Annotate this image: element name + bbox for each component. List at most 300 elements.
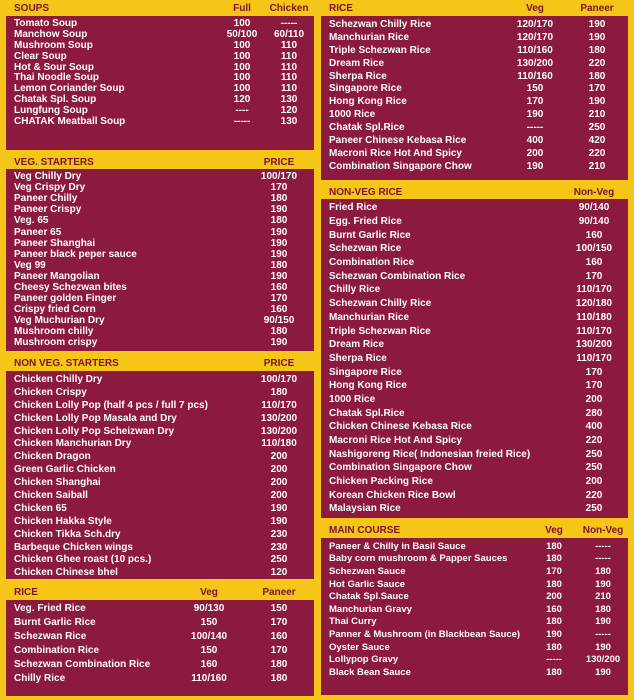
item-price: 170 (588, 83, 606, 95)
menu-item (321, 540, 628, 553)
item-name: Tomato Soup (14, 17, 78, 29)
menu-item (6, 450, 314, 463)
menu-item (6, 116, 314, 127)
item-name: Paneer Chinese Kebasa Rice (329, 134, 467, 146)
item-price: 110 (280, 39, 298, 51)
left-column (6, 0, 314, 700)
menu-item (6, 658, 314, 672)
item-name: Chicken Chilly Dry (14, 373, 103, 385)
menu-item (6, 515, 314, 528)
menu-item (6, 489, 314, 502)
item-price: 110/170 (576, 325, 612, 337)
item-price: 180 (546, 578, 562, 590)
item-name: Hong Kong Rice (329, 380, 407, 392)
menu-item (321, 365, 628, 379)
column-header: PRICE (263, 156, 295, 168)
item-price: 190 (270, 204, 288, 216)
non-veg-starters-items (6, 371, 314, 581)
item-name: Nashigoreng Rice( Indonesian freied Rice) (329, 448, 531, 460)
item-name: Schezwan Sauce (329, 565, 406, 577)
item-name: Chicken Packing Rice (329, 476, 433, 488)
menu-item (6, 62, 314, 73)
item-price: 200 (270, 464, 288, 476)
item-name: Veg Crispy Dry (14, 182, 86, 194)
item-name: Chicken Tikka Sch.dry (14, 528, 121, 540)
item-price: 210 (595, 591, 611, 603)
item-price: 150 (200, 645, 218, 657)
item-price: 60/110 (273, 28, 305, 40)
item-name: Lemon Coriander Soup (14, 83, 125, 95)
item-price: 110/160 (517, 44, 553, 56)
menu-item (6, 204, 314, 215)
menu-item (321, 393, 628, 407)
column-header: Veg (545, 525, 563, 536)
item-name: Paneer black peper sauce (14, 248, 137, 260)
item-name: Chicken Ghee roast (10 pcs.) (14, 554, 152, 566)
menu-item (321, 283, 628, 297)
item-price: 200 (546, 591, 562, 603)
menu-item (6, 105, 314, 116)
item-price: 190 (270, 237, 288, 249)
item-price: 190 (588, 31, 606, 43)
item-price: 190 (526, 109, 544, 121)
item-price: 180 (270, 659, 288, 670)
veg-starters-section (6, 155, 314, 351)
item-name: Manchurian Rice (329, 311, 410, 323)
rice-left-header (6, 584, 314, 600)
menu-item (6, 193, 314, 204)
item-name: Paneer Shanghai (14, 237, 96, 249)
item-price: 130/200 (260, 412, 298, 424)
menu-item (6, 226, 314, 237)
item-price: 200 (585, 393, 603, 405)
menu-item (321, 18, 628, 31)
column-header: Full (233, 2, 251, 14)
item-price: 250 (585, 448, 603, 460)
item-name: Combination Rice (14, 645, 100, 657)
item-price: 120 (233, 94, 251, 106)
item-price: 120 (270, 567, 288, 579)
menu-item (321, 134, 628, 147)
item-price: 130/200 (516, 57, 554, 69)
item-price: 220 (585, 489, 603, 501)
menu-item (6, 315, 314, 326)
item-price: 230 (270, 541, 288, 553)
item-name: Triple Schezwan Rice (329, 325, 431, 337)
item-name: 1000 Rice (329, 109, 376, 121)
item-price: 200 (270, 451, 288, 463)
item-name: Schezwan Rice (14, 631, 87, 643)
item-price: 190 (526, 160, 544, 172)
item-name: Hot & Sour Soup (14, 61, 94, 73)
item-name: Paneer Crispy (14, 204, 82, 216)
item-name: Paneer Mangolian (14, 270, 100, 282)
item-price: 190 (546, 628, 562, 640)
item-price: 190 (595, 578, 611, 590)
item-name: Combination Singapore Chow (329, 160, 472, 172)
item-price: 180 (546, 666, 562, 678)
item-name: 1000 Rice (329, 393, 376, 405)
section-title: MAIN COURSE (329, 525, 401, 536)
menu-item (321, 108, 628, 121)
item-price: 220 (588, 147, 606, 159)
main-course-items (321, 538, 628, 681)
menu-item (6, 326, 314, 337)
item-name: Green Garlic Chicken (14, 464, 116, 476)
item-price: 100/170 (260, 171, 298, 183)
item-price: 180 (270, 259, 288, 271)
menu-item (321, 215, 628, 229)
veg-starters-header (6, 155, 314, 169)
item-price: 150 (270, 603, 288, 615)
item-price: 180 (546, 553, 562, 565)
menu-item (6, 644, 314, 658)
main-course-header (321, 523, 628, 538)
non-veg-rice-items (321, 199, 628, 518)
item-price: 110 (280, 50, 298, 62)
menu-item (321, 666, 628, 679)
item-name: Sherpa Rice (329, 352, 387, 364)
non-veg-starters-section (6, 356, 314, 579)
item-price: 110/170 (576, 284, 612, 296)
menu-item (6, 293, 314, 304)
item-price: 180 (595, 565, 611, 577)
item-price: 100/150 (575, 243, 613, 255)
menu-item (6, 553, 314, 566)
item-price: 190 (588, 96, 606, 108)
item-name: Chatak Spl.Rice (329, 122, 405, 134)
item-price: 190 (270, 502, 288, 514)
menu-item (6, 18, 314, 29)
item-price: 130/200 (575, 339, 613, 351)
item-name: Manchurian Gravy (329, 603, 412, 615)
item-price: 100 (233, 39, 251, 51)
item-price: 190 (595, 666, 611, 678)
item-name: Lungfung Soup (14, 105, 88, 117)
item-price: 160 (270, 281, 288, 293)
item-name: Chilly Rice (329, 284, 381, 296)
item-price: 180 (546, 616, 562, 628)
item-name: Chicken Lolly Pop (half 4 pcs / full 7 pcs) (14, 399, 208, 411)
item-price: 190 (270, 270, 288, 282)
item-price: 180 (270, 193, 288, 205)
menu-item (6, 260, 314, 271)
item-price: 160 (270, 304, 288, 316)
item-price: 280 (585, 407, 603, 419)
item-price: 160 (200, 659, 218, 670)
column-header: Paneer (580, 2, 614, 14)
menu-item (6, 386, 314, 399)
menu-item (321, 44, 628, 57)
item-name: Panner & Mushroom (in Blackbean Sauce) (329, 628, 521, 640)
menu-item (6, 215, 314, 226)
menu-item (321, 420, 628, 434)
item-price: 160 (546, 603, 562, 615)
item-name: Veg 99 (14, 259, 46, 271)
menu-item (6, 282, 314, 293)
item-price: ----- (526, 122, 544, 134)
item-price: 120 (280, 105, 298, 117)
item-price: 130 (280, 94, 298, 106)
item-price: 190 (270, 226, 288, 238)
item-name: Paneer 65 (14, 226, 62, 238)
menu-item (321, 242, 628, 256)
column-header: Non-Veg (573, 186, 615, 198)
item-price: 400 (526, 134, 544, 146)
item-name: Paneer & Chilly in Basil Sauce (329, 540, 466, 552)
item-price: 190 (270, 337, 288, 349)
item-price: 110 (280, 72, 298, 84)
item-price: 150 (526, 83, 544, 95)
item-name: Singapore Rice (329, 83, 402, 95)
menu-item (6, 502, 314, 515)
item-price: 190 (595, 616, 611, 628)
item-price: 170 (585, 380, 603, 392)
menu-item (6, 616, 314, 630)
menu-item (321, 628, 628, 641)
menu-item (6, 51, 314, 62)
item-name: Veg. 65 (14, 215, 49, 227)
item-price: 110/160 (517, 70, 553, 82)
rice-right-header (321, 0, 628, 16)
menu-item (321, 434, 628, 448)
item-price: 50/100 (226, 28, 258, 40)
menu-item (6, 337, 314, 348)
rice-left-items (6, 600, 314, 687)
menu-item (321, 352, 628, 366)
section-title: VEG. STARTERS (14, 156, 94, 168)
item-price: 100 (233, 50, 251, 62)
menu-item (6, 29, 314, 40)
item-price: 400 (585, 421, 603, 433)
item-name: Chicken Manchurian Dry (14, 438, 132, 450)
column-header: Non-Veg (582, 525, 624, 536)
menu-item (6, 182, 314, 193)
item-price: 100 (233, 83, 251, 95)
menu-item (6, 602, 314, 616)
item-name: Combination Singapore Chow (329, 462, 472, 474)
menu-item (321, 57, 628, 70)
menu-item (321, 338, 628, 352)
menu-item (321, 297, 628, 311)
item-name: Schezwan Combination Rice (14, 659, 151, 670)
item-price: 100/140 (190, 631, 228, 643)
item-price: 90/130 (193, 603, 225, 615)
menu-item (321, 269, 628, 283)
section-title: RICE (14, 586, 38, 598)
item-name: Mushroom chilly (14, 326, 94, 338)
item-price: ---- (235, 105, 249, 117)
item-price: 130 (280, 115, 298, 127)
item-price: 120/170 (516, 31, 554, 43)
menu-item (6, 412, 314, 425)
item-name: Schezwan Chilly Rice (329, 298, 432, 310)
menu-item (321, 256, 628, 270)
item-price: 170 (585, 366, 603, 378)
item-price: 180 (270, 672, 288, 684)
item-price: 110/180 (576, 311, 612, 323)
menu-item (321, 488, 628, 502)
item-price: 160 (585, 229, 603, 241)
item-name: Manchow Soup (14, 28, 88, 40)
section-title: SOUPS (14, 2, 50, 14)
item-price: 200 (585, 476, 603, 488)
menu-item (6, 671, 314, 685)
item-price: 100/170 (260, 373, 298, 385)
item-price: 220 (588, 57, 606, 69)
item-name: Clear Soup (14, 50, 67, 62)
section-title: RICE (329, 2, 353, 14)
item-price: 180 (270, 215, 288, 227)
item-price: 170 (270, 293, 288, 305)
item-price: 170 (526, 96, 544, 108)
menu-item (321, 653, 628, 666)
menu-item (321, 324, 628, 338)
item-name: CHATAK Meatball Soup (14, 115, 126, 127)
menu-item (6, 304, 314, 315)
menu-item (321, 461, 628, 475)
menu-item (321, 31, 628, 44)
section-title: NON VEG. STARTERS (14, 358, 119, 369)
item-name: Hot Garlic Sauce (329, 578, 406, 590)
item-name: Paneer Chilly (14, 193, 78, 205)
item-price: 210 (588, 109, 606, 121)
item-price: ----- (280, 17, 298, 29)
item-price: 120/180 (575, 298, 613, 310)
menu-item (321, 475, 628, 489)
item-price: 160 (270, 631, 288, 643)
menu-item (6, 171, 314, 182)
item-price: 110 (280, 61, 298, 73)
item-price: 250 (588, 122, 606, 134)
item-price: 130/200 (585, 654, 621, 666)
column-header: Veg (200, 586, 218, 598)
item-price: 180 (595, 603, 611, 615)
menu-item (6, 463, 314, 476)
rice-right-section (321, 0, 628, 180)
menu-item (6, 271, 314, 282)
item-name: Veg Chilly Dry (14, 171, 82, 183)
non-veg-rice-header (321, 185, 628, 199)
item-name: Veg Muchurian Dry (14, 315, 105, 327)
item-name: Hong Kong Rice (329, 96, 407, 108)
menu-item (6, 83, 314, 94)
item-price: 100 (233, 72, 251, 84)
item-price: 110/180 (261, 438, 297, 450)
menu-item (6, 528, 314, 541)
item-name: Korean Chicken Rice Bowl (329, 489, 456, 501)
item-price: 170 (270, 182, 288, 194)
item-name: Baby corn mushroom & Papper Sauces (329, 553, 508, 565)
non-veg-rice-section (321, 185, 628, 518)
rice-right-items (321, 16, 628, 175)
item-name: Veg. Fried Rice (14, 603, 86, 615)
item-price: 200 (270, 477, 288, 489)
item-price: 180 (546, 641, 562, 653)
item-price: 90/140 (578, 202, 610, 214)
item-price: 200 (270, 489, 288, 501)
item-price: 150 (200, 617, 218, 629)
item-name: Schezwan Combination Rice (329, 270, 466, 282)
menu-item (321, 121, 628, 134)
non-veg-starters-header (6, 356, 314, 371)
item-name: Dream Rice (329, 339, 385, 351)
item-price: 120/170 (516, 18, 554, 30)
menu-item (6, 249, 314, 260)
item-name: Chilly Rice (14, 672, 66, 684)
item-name: Thai Noodle Soup (14, 72, 99, 84)
menu-item (321, 502, 628, 516)
item-name: Chicken Dragon (14, 451, 91, 463)
item-name: Mushroom crispy (14, 337, 98, 349)
menu-item (6, 94, 314, 105)
menu-item (321, 160, 628, 173)
soups-items (6, 16, 314, 129)
item-name: Thai Curry (329, 616, 377, 628)
item-price: 160 (585, 257, 603, 269)
item-name: Schezwan Chilly Rice (329, 18, 432, 30)
item-name: Lollypop Gravy (329, 654, 399, 666)
item-price: 100 (233, 61, 251, 73)
menu-item (6, 437, 314, 450)
item-name: Chatak Spl. Soup (14, 94, 97, 106)
menu-item (321, 641, 628, 654)
item-name: Manchurian Rice (329, 31, 410, 43)
item-name: Sherpa Rice (329, 70, 387, 82)
item-name: Chicken Shanghai (14, 477, 101, 489)
item-price: 170 (270, 617, 288, 629)
item-name: Cheesy Schezwan bites (14, 281, 127, 293)
item-price: 250 (585, 503, 603, 515)
menu-item (6, 425, 314, 438)
item-name: Burnt Garlic Rice (329, 229, 411, 241)
item-price: 180 (546, 540, 562, 552)
menu-item (321, 70, 628, 83)
menu-item (321, 201, 628, 215)
menu-item (6, 566, 314, 579)
item-name: Chatak Spl.Rice (329, 407, 405, 419)
menu-item (321, 447, 628, 461)
item-price: ----- (595, 553, 611, 565)
item-name: Macroni Rice Hot And Spicy (329, 435, 462, 447)
section-title: NON-VEG RICE (329, 186, 403, 198)
item-name: Chicken Lolly Pop Scheizwan Dry (14, 425, 175, 437)
item-price: 110/170 (576, 352, 612, 364)
menu-item (6, 373, 314, 386)
item-price: 90/150 (263, 315, 295, 327)
item-price: 190 (588, 18, 606, 30)
item-name: Chicken 65 (14, 502, 67, 514)
item-price: 210 (588, 160, 606, 172)
item-name: Malaysian Rice (329, 503, 401, 515)
menu-item (321, 590, 628, 603)
item-price: 220 (585, 435, 603, 447)
item-name: Chicken Crispy (14, 386, 87, 398)
rice-left-section (6, 584, 314, 696)
item-price: 420 (588, 134, 606, 146)
item-name: Burnt Garlic Rice (14, 617, 96, 629)
item-price: 190 (270, 248, 288, 260)
right-column (321, 0, 628, 700)
menu-item (321, 379, 628, 393)
item-name: Paneer golden Finger (14, 293, 117, 305)
menu-item (6, 399, 314, 412)
item-name: Fried Rice (329, 202, 378, 214)
item-price: 250 (270, 554, 288, 566)
menu-item (6, 541, 314, 554)
item-name: Combination Rice (329, 257, 415, 269)
item-name: Chicken Hakka Style (14, 515, 112, 527)
